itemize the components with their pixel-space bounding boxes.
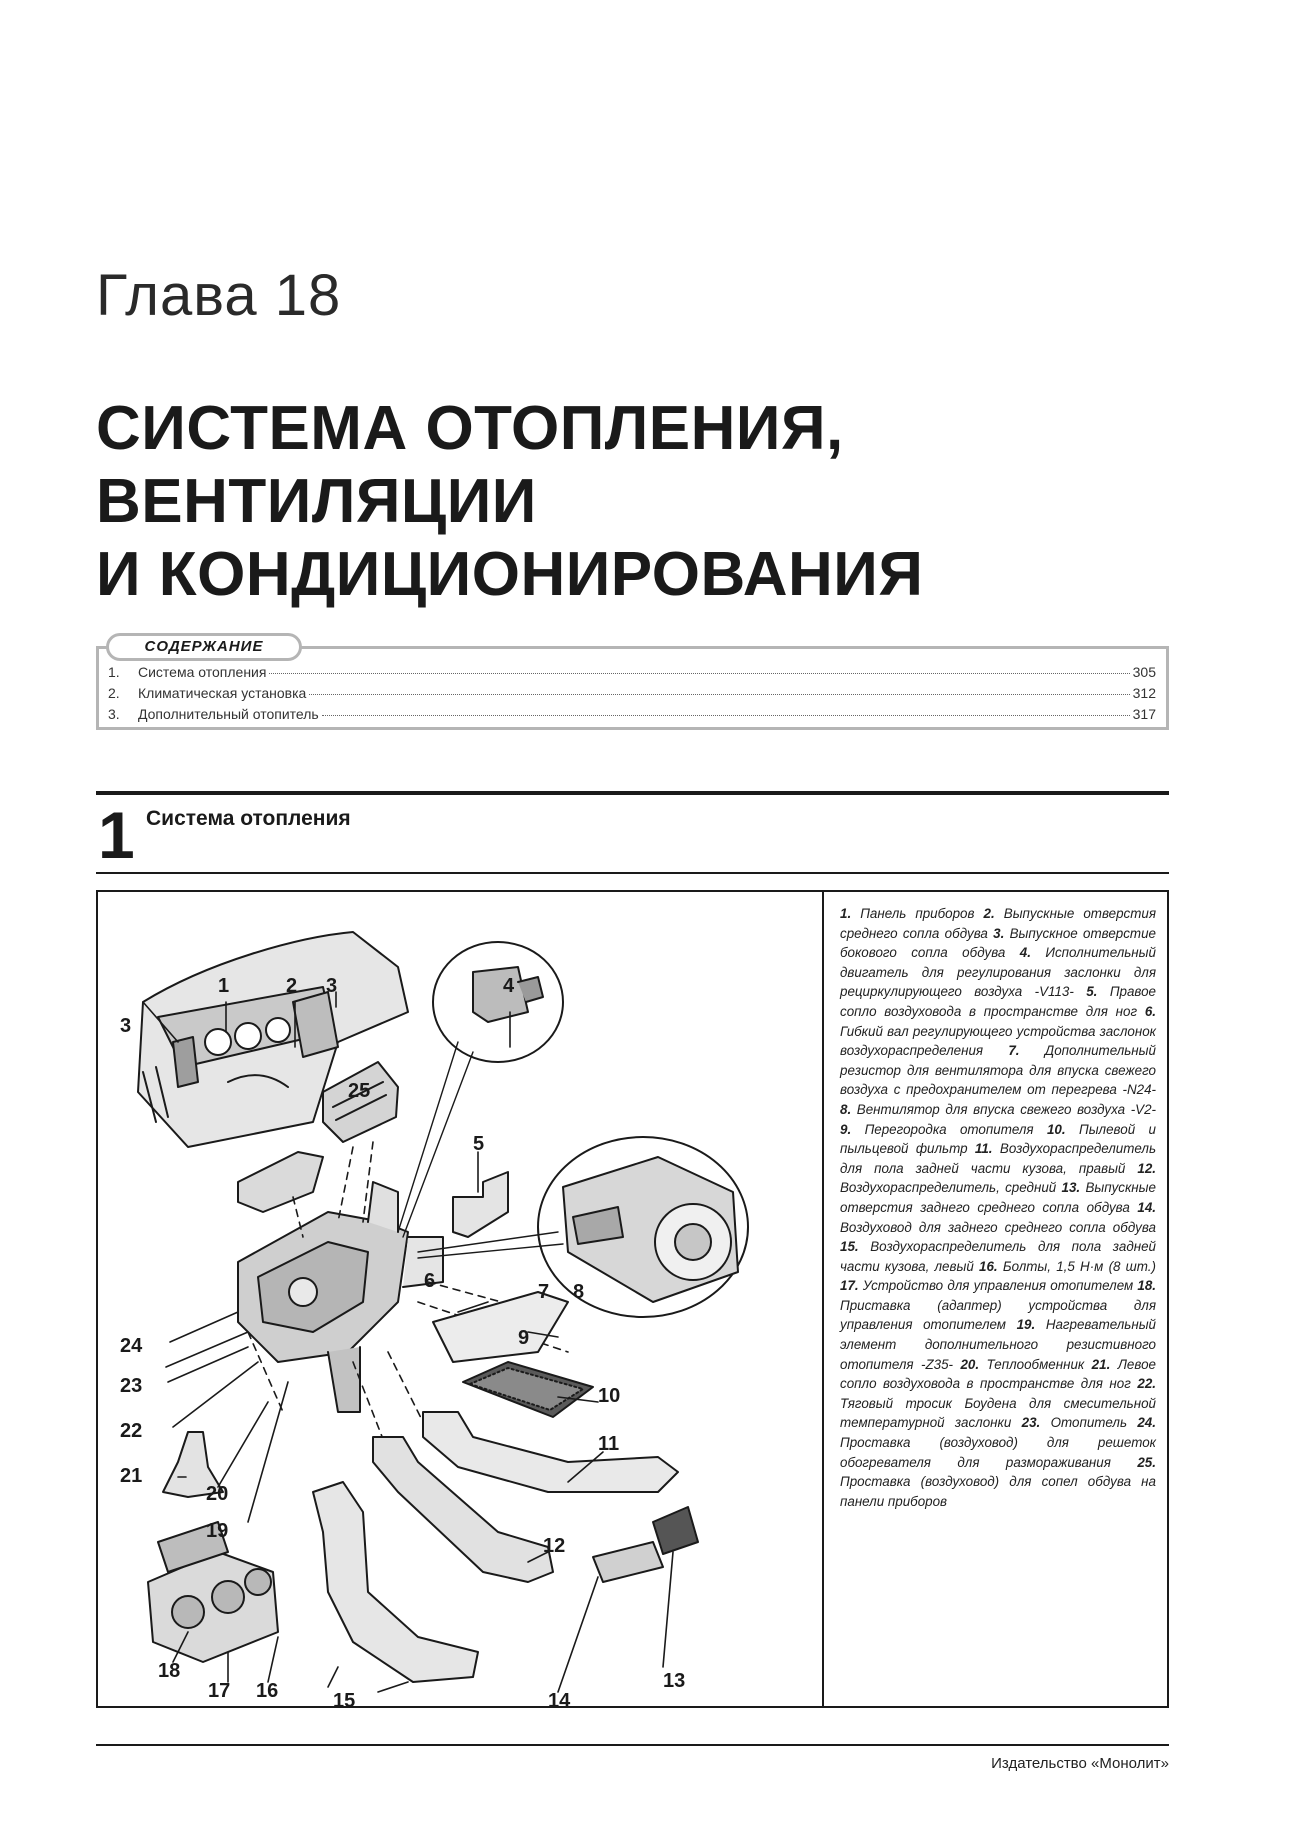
legend-item: 2. Выпускные отверстия среднего сопла обдува <box>840 906 1156 941</box>
footer-rule <box>96 1744 1169 1746</box>
section-rule <box>96 791 1169 795</box>
toc-heading: СОДЕРЖАНИЕ <box>106 633 302 661</box>
legend-item: 24. Проставка (воздуховод) для решеток обогревателя для размораживания <box>840 1415 1156 1470</box>
legend-item: 14. Воздуховод для заднего среднего сопла обдува <box>840 1199 1156 1235</box>
callout-number: 10 <box>598 1385 621 1407</box>
toc-leader-dots <box>309 694 1129 695</box>
callout-number: 13 <box>663 1670 686 1692</box>
heater-control-unit-shape <box>148 1522 278 1662</box>
callout-number: 6 <box>424 1270 436 1292</box>
callout-number: 23 <box>120 1375 143 1397</box>
callout-number: 11 <box>598 1433 620 1455</box>
callout-number: 21 <box>120 1465 143 1487</box>
callout-number: 4 <box>503 975 515 997</box>
toc-item-number: 3. <box>108 706 120 722</box>
callout-number: 24 <box>120 1335 143 1357</box>
legend-item: 22. Тяговый тросик Боудена для смесительной температурной заслонки <box>840 1376 1156 1431</box>
chapter-label: Глава 18 <box>96 263 342 328</box>
toc-item-number: 2. <box>108 685 120 701</box>
callout-number: 3 <box>120 1015 132 1037</box>
legend-item: 15. Воздухораспределитель для пола задней части кузова, левый <box>840 1239 1156 1274</box>
defroster-duct-shape <box>238 1152 323 1212</box>
callout-number: 20 <box>206 1483 229 1505</box>
legend-item: 4. Исполнительный двигатель для регулирования заслонки для рециркулирующего воздуха -V113- <box>840 945 1156 1000</box>
callout-number: 12 <box>543 1535 566 1557</box>
toc-item-text: Система отопления <box>138 664 267 680</box>
legend-item: 3. Выпускное отверстие бокового сопла обдува <box>840 925 1156 961</box>
legend-item: 13. Выпускные отверстия заднего среднего сопла обдува <box>840 1180 1156 1215</box>
callout-number: 14 <box>548 1690 571 1706</box>
toc-item-page: 312 <box>1132 685 1156 701</box>
legend-item: 21. Левое сопло воздуховода в пространстве для ног <box>840 1356 1156 1392</box>
chapter-title-line: ВЕНТИЛЯЦИИ <box>96 467 537 536</box>
figure-divider <box>822 890 824 1708</box>
toc-item-text: Дополнительный отопитель <box>138 706 319 722</box>
dust-filter-shape <box>463 1362 593 1417</box>
legend-item: 18. Приставка (адаптер) устройства для управления отопителем <box>840 1278 1156 1333</box>
chapter-title-line: СИСТЕМА ОТОПЛЕНИЯ, <box>96 394 844 463</box>
legend-item: 10. Пылевой и пыльцевой фильтр <box>840 1121 1156 1157</box>
toc-leader-dots <box>269 673 1129 674</box>
callout-number: 17 <box>208 1680 231 1702</box>
legend-item: 9. Перегородка отопителя <box>840 1121 1034 1137</box>
legend-item: 12. Воздухораспределитель, средний <box>840 1160 1156 1196</box>
chapter-title-line: И КОНДИЦИОНИРОВАНИЯ <box>96 540 924 609</box>
callout-number: 22 <box>120 1420 143 1442</box>
callout-number: 16 <box>256 1680 279 1702</box>
section-number: 1 <box>98 798 135 872</box>
legend-item: 16. Болты, 1,5 Н·м (8 шт.) <box>979 1258 1156 1274</box>
legend-item: 25. Проставка (воздуховод) для сопел обдува на панели приборов <box>840 1454 1156 1509</box>
instrument-duct-shape <box>323 1062 398 1142</box>
legend-item: 6. Гибкий вал регулирующего устройства заслонок воздухораспределения <box>840 1003 1156 1059</box>
legend-item: 23. Отопитель <box>1021 1415 1128 1431</box>
legend-item: 20. Теплообменник <box>960 1356 1085 1372</box>
callout-number: 1 <box>218 975 230 997</box>
legend-item: 11. Воздухораспределитель для пола задней части кузова, правый <box>840 1141 1156 1176</box>
toc-item[interactable] <box>108 685 1156 706</box>
callout-number: 25 <box>348 1080 371 1102</box>
figure-legend <box>840 904 1156 1511</box>
callout-number: 8 <box>573 1281 585 1303</box>
callout-number: 3 <box>326 975 338 997</box>
callout-number: 5 <box>473 1133 485 1155</box>
toc-item-page: 305 <box>1132 664 1156 680</box>
callout-number: 19 <box>206 1520 229 1542</box>
section-title: Система отопления <box>146 807 351 830</box>
publisher-credit: Издательство «Монолит» <box>991 1755 1169 1772</box>
legend-item: 5. Правое сопло воздуховода в пространстве для ног <box>840 984 1156 1019</box>
callout-number: 2 <box>286 975 298 997</box>
rear-center-duct-shape <box>593 1542 663 1582</box>
legend-item: 8. Вентилятор для впуска свежего воздуха -V2- <box>840 1101 1156 1117</box>
legend-item: 17. Устройство для управления отопителем <box>840 1278 1134 1294</box>
toc-leader-dots <box>322 715 1130 716</box>
chapter-title <box>96 392 1196 611</box>
rear-outlet-shape <box>653 1507 698 1554</box>
section-rule <box>96 872 1169 874</box>
toc-item-number: 1. <box>108 664 120 680</box>
callout-number: 7 <box>538 1281 550 1303</box>
rear-right-duct-shape <box>423 1412 678 1492</box>
toc-item-text: Климатическая установка <box>138 685 307 701</box>
right-footwell-nozzle-shape <box>453 1172 508 1237</box>
heater-unit-shape <box>238 1182 443 1412</box>
legend-item: 7. Дополнительный резистор для вентилятора для впуска свежего воздуха с предохранителем от перегрева -N24- <box>840 1043 1156 1098</box>
toc-list <box>108 664 1156 727</box>
legend-item: 19. Нагревательный элемент дополнительного резистивного отопителя -Z35- <box>840 1317 1156 1372</box>
legend-item: 1. Панель приборов <box>840 906 975 921</box>
callout-number: 9 <box>518 1327 530 1349</box>
inset-actuator-4 <box>433 942 563 1062</box>
toc-item[interactable] <box>108 664 1156 685</box>
inset-blower-7-8 <box>538 1137 748 1317</box>
callout-number: 15 <box>333 1690 356 1706</box>
callout-number: 18 <box>158 1660 181 1682</box>
heating-system-diagram <box>98 892 820 1706</box>
toc-item[interactable] <box>108 706 1156 727</box>
toc-item-page: 317 <box>1132 706 1156 722</box>
